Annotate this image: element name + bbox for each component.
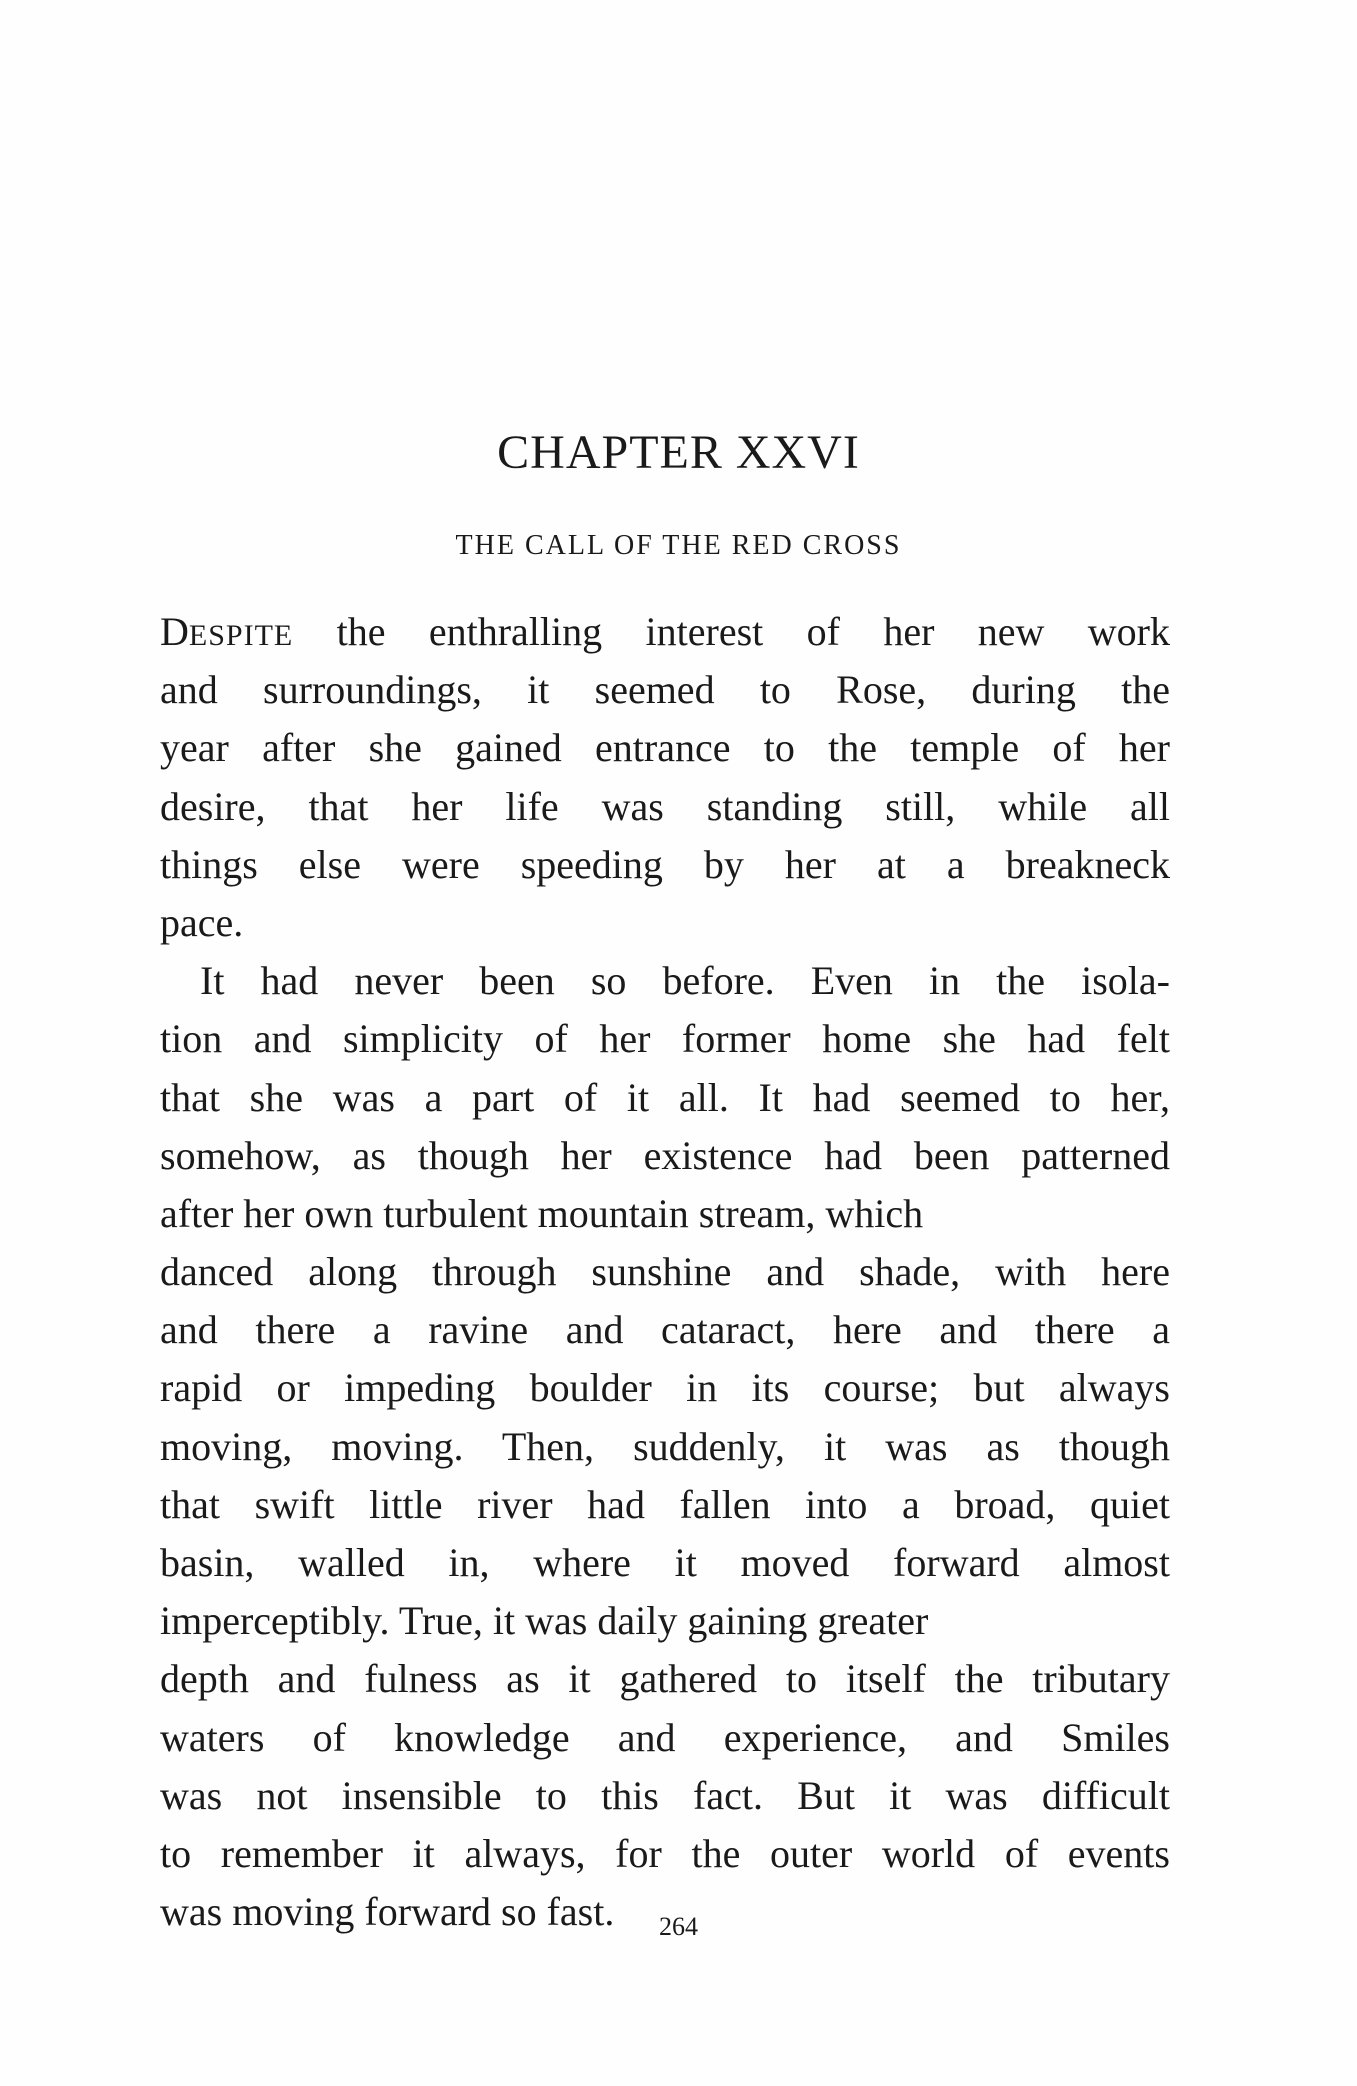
text-line: pace. bbox=[160, 899, 244, 945]
text-line: and surroundings, it seemed to Rose, during the bbox=[160, 667, 1170, 713]
text-line: danced along through sunshine and shade, with here bbox=[160, 1249, 1170, 1295]
opening-word-initial: D bbox=[160, 609, 189, 654]
text-line: waters of knowledge and experience, and Smiles bbox=[160, 1714, 1170, 1760]
text-line: was not insensible to this fact. But it was difficult bbox=[160, 1772, 1170, 1818]
text-line: that she was a part of it all. It had seemed to her, bbox=[160, 1074, 1170, 1120]
chapter-title: CHAPTER XXVI bbox=[497, 426, 860, 479]
body-text bbox=[160, 603, 1170, 1941]
text-line: that swift little river had fallen into a broad, quiet bbox=[160, 1481, 1170, 1527]
text-line: tion and simplicity of her former home she had felt bbox=[160, 1016, 1170, 1062]
text-line: year after she gained entrance to the temple of her bbox=[160, 725, 1170, 771]
text-line: somehow, as though her existence had been patterned bbox=[160, 1132, 1170, 1178]
text-line: basin, walled in, where it moved forward almost bbox=[160, 1540, 1170, 1585]
text-line: It had never been so before. Even in the isola- bbox=[200, 958, 1170, 1004]
text-line: imperceptibly. True, it was daily gaining greater bbox=[160, 1598, 929, 1644]
text-line: was moving forward so fast. bbox=[160, 1889, 615, 1935]
text-line: things else were speeding by her at a breakneck bbox=[160, 841, 1170, 887]
text-line: depth and fulness as it gathered to itself the tributary bbox=[160, 1656, 1170, 1702]
text-line: after her own turbulent mountain stream, which bbox=[160, 1190, 924, 1236]
line-text: the enthralling interest of her new work bbox=[293, 609, 1170, 654]
text-line bbox=[160, 603, 1170, 661]
text-line: rapid or impeding boulder in its course; but always bbox=[160, 1365, 1170, 1411]
text-line: desire, that her life was standing still, while all bbox=[160, 783, 1170, 829]
opening-word-rest: ESPITE bbox=[188, 619, 294, 652]
text-line: to remember it always, for the outer world of events bbox=[160, 1830, 1170, 1876]
opening-word bbox=[160, 603, 293, 661]
text-line: and there a ravine and cataract, here and there a bbox=[160, 1307, 1170, 1353]
text-line: moving, moving. Then, suddenly, it was as though bbox=[160, 1423, 1170, 1469]
page-number: 264 bbox=[659, 1912, 698, 1941]
chapter-subtitle: THE CALL OF THE RED CROSS bbox=[455, 530, 902, 561]
